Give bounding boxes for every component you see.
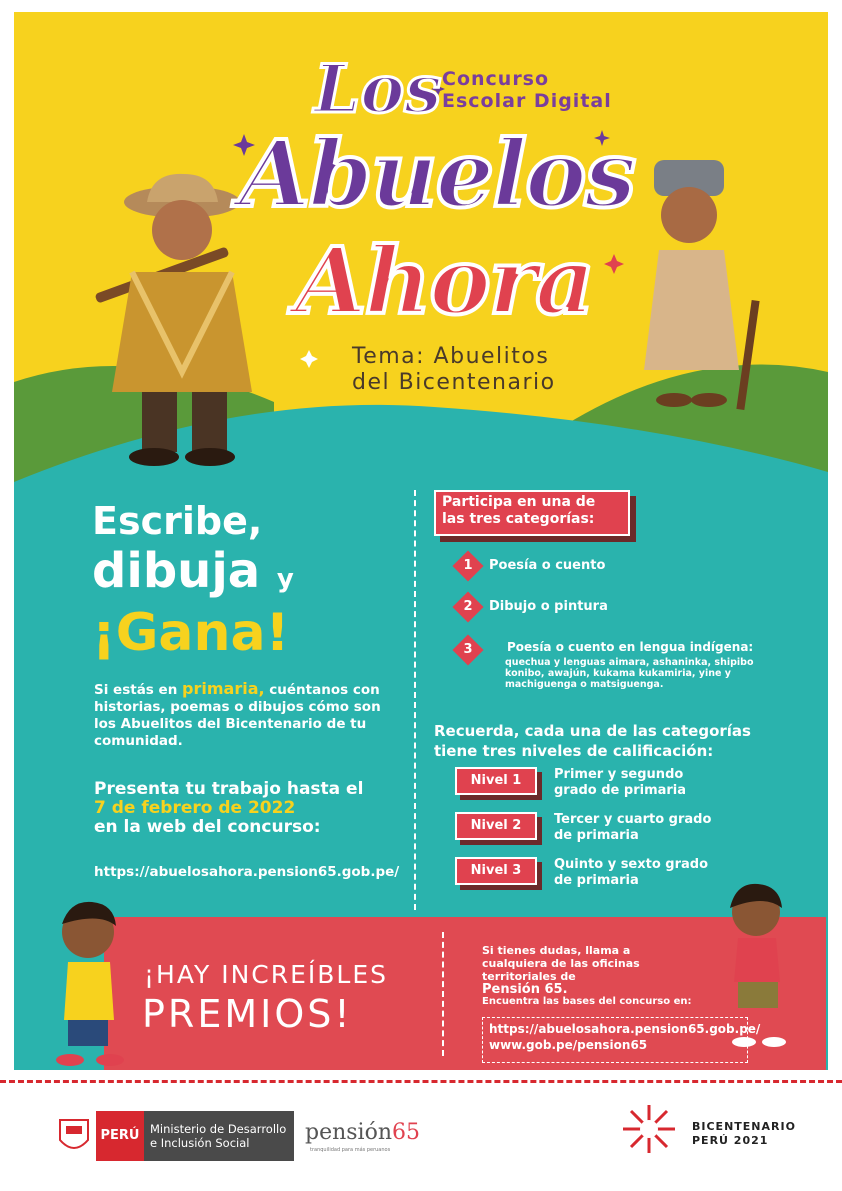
prizes-line2: PREMIOS! xyxy=(142,992,353,1036)
category-number: 2 xyxy=(463,599,473,614)
title-los: Los xyxy=(314,50,442,128)
bicentenario-line2: PERÚ 2021 xyxy=(692,1134,769,1147)
tema-label xyxy=(352,344,556,396)
category-number: 1 xyxy=(463,558,473,573)
intro-post: cuéntanos con historias, poemas o dibujos cómo son los Abuelitos del Bicentenario de tu comunidad. xyxy=(94,682,381,749)
poster xyxy=(14,12,828,1070)
concurso-line1: Concurso xyxy=(442,68,550,90)
level-1-desc: Primer y segundo grado de primaria xyxy=(554,767,687,798)
categories-header: Participa en una de las tres categorías: xyxy=(434,490,630,536)
prizes-line1: ¡HAY INCREÍBLES xyxy=(144,960,389,989)
help-text-bold: Pensión 65. xyxy=(482,982,568,997)
girl-illustration xyxy=(714,872,804,1050)
ministry-line1: Ministerio de Desarrollo xyxy=(150,1122,287,1136)
dibuja-word: dibuja xyxy=(92,543,261,599)
rules-link-2[interactable]: www.gob.pe/pension65 xyxy=(489,1038,648,1052)
intro-pre: Si estás en xyxy=(94,682,183,698)
bicentenario-emblem-icon xyxy=(612,1102,686,1156)
bicentenario-logo xyxy=(692,1120,796,1148)
title-ahora: Ahora xyxy=(295,227,593,335)
escribe-heading: Escribe, xyxy=(92,499,263,543)
help-text-body: Si tienes dudas, llama a cualquiera de las oficinas territoriales de xyxy=(482,944,640,983)
deadline-line1: Presenta tu trabajo hasta el xyxy=(94,779,364,799)
gana-heading: ¡Gana! xyxy=(92,603,290,663)
prize-divider xyxy=(442,932,444,1056)
intro-paragraph xyxy=(94,680,394,750)
pension65-tagline: tranquilidad para más peruanos xyxy=(310,1147,391,1153)
tema-line2: del Bicentenario xyxy=(352,370,556,395)
level-2-badge: Nivel 2 xyxy=(455,812,537,840)
category-3-label: Poesía o cuento en lengua indígena: xyxy=(507,640,754,654)
deadline-paragraph xyxy=(94,780,404,837)
concurso-label xyxy=(442,68,612,112)
pension65-logo xyxy=(305,1120,420,1145)
boy-illustration xyxy=(40,892,140,1070)
level-3-desc: Quinto y sexto grado de primaria xyxy=(554,857,709,888)
column-divider xyxy=(414,490,416,910)
levels-intro: Recuerda, cada una de las categorías tiene tres niveles de calificación: xyxy=(434,722,751,760)
category-3-languages: quechua y lenguas aimara, ashaninka, shipibo konibo, awajún, kukama kukamiria, yine y machiguenga o matsiguenga. xyxy=(505,657,754,690)
grandmother-illustration xyxy=(624,160,774,410)
category-number: 3 xyxy=(463,642,473,657)
category-1-label: Poesía o cuento xyxy=(489,558,606,573)
tema-line1: Tema: Abuelitos xyxy=(352,344,550,369)
dibuja-heading xyxy=(92,545,294,605)
ministry-logo xyxy=(144,1111,294,1161)
deadline-date: 7 de febrero de 2022 xyxy=(94,798,296,818)
title-abuelos: Abuelos xyxy=(239,120,635,228)
pension-number: 65 xyxy=(392,1120,421,1145)
level-3-badge: Nivel 3 xyxy=(455,857,537,885)
y-word: y xyxy=(276,564,294,594)
bicentenario-line1: BICENTENARIO xyxy=(692,1120,796,1133)
level-2-desc: Tercer y cuarto grado de primaria xyxy=(554,812,712,843)
intro-bold: primaria, xyxy=(182,679,265,698)
level-1-badge: Nivel 1 xyxy=(455,767,537,795)
peru-logo: PERÚ xyxy=(96,1111,144,1161)
links-box xyxy=(482,1017,761,1063)
deadline-line3: en la web del concurso: xyxy=(94,817,321,837)
rules-link-1[interactable]: https://abuelosahora.pension65.gob.pe/ xyxy=(489,1022,761,1036)
coat-of-arms-icon xyxy=(56,1114,92,1158)
rules-label: Encuentra las bases del concurso en: xyxy=(482,996,692,1007)
category-2-label: Dibujo o pintura xyxy=(489,599,608,614)
concurso-line2: Escolar Digital xyxy=(442,90,612,112)
ministry-line2: e Inclusión Social xyxy=(150,1136,250,1150)
contest-url-link[interactable]: https://abuelosahora.pension65.gob.pe/ xyxy=(94,864,400,880)
pension-word: pensión xyxy=(305,1120,393,1145)
help-text xyxy=(482,944,692,996)
footer-dashed-line xyxy=(0,1080,842,1083)
